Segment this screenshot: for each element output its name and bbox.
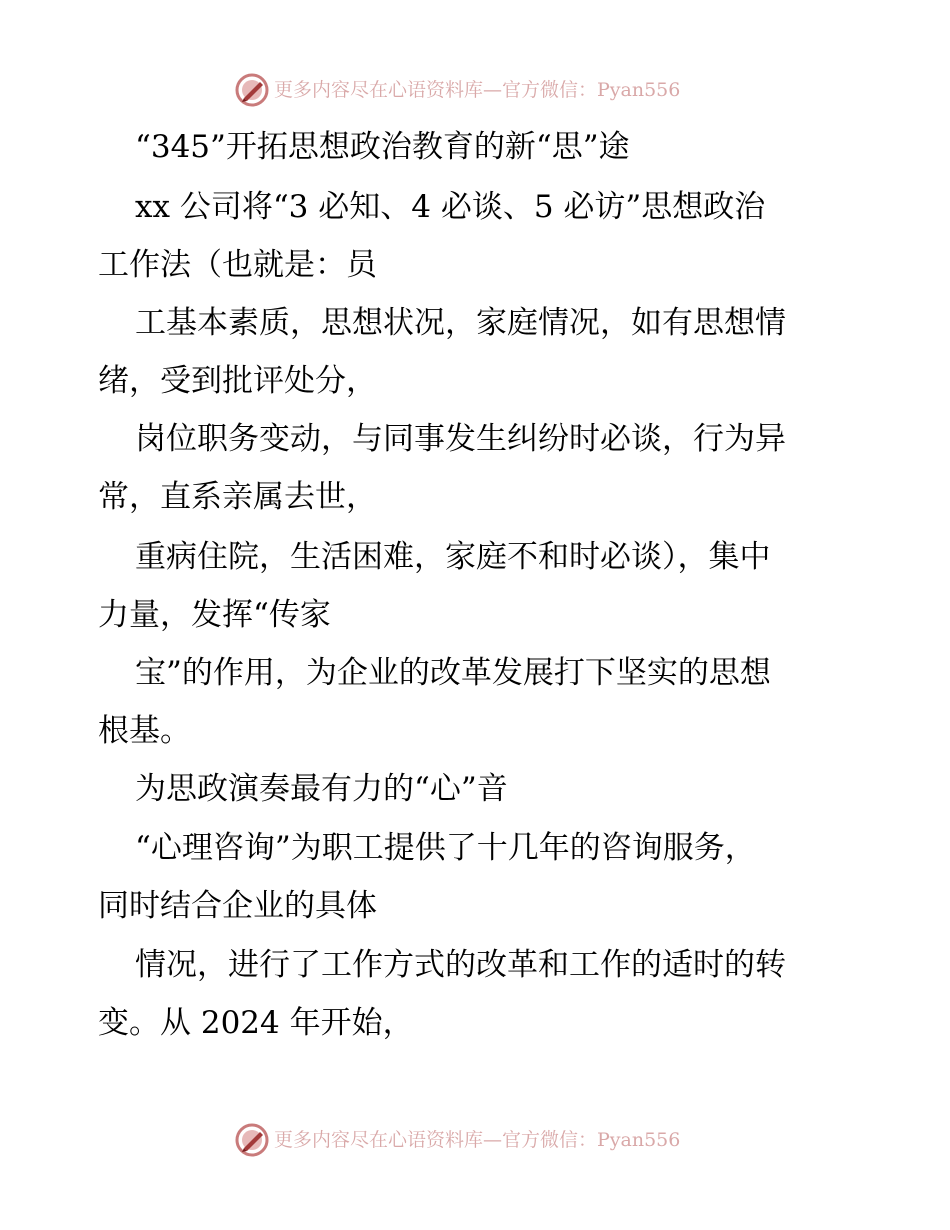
text-line: 岗位职务变动，与同事发生纠纷时必谈，行为异	[135, 421, 786, 457]
pen-seal-logo-icon	[234, 72, 270, 108]
watermark-header	[234, 70, 714, 110]
text-line: 变。从 2024 年开始，	[98, 1005, 414, 1041]
text-line: 同时结合企业的具体	[98, 888, 377, 924]
watermark-text: 更多内容尽在心语资料库—官方微信：Pyan556	[274, 1129, 681, 1151]
watermark-footer	[234, 1120, 714, 1160]
text-line: 情况，进行了工作方式的改革和工作的适时的转	[135, 947, 786, 983]
text-line: 根基。	[98, 713, 191, 749]
text-line: xx 公司将“3 必知、4 必谈、5 必访”思想政治	[135, 189, 766, 225]
text-line: “心理咨询”为职工提供了十几年的咨询服务，	[135, 830, 756, 866]
text-line: 重病住院，生活困难，家庭不和时必谈），集中	[135, 539, 771, 575]
section-heading: 为思政演奏最有力的“心”音	[135, 771, 508, 807]
pen-seal-logo-icon	[234, 1122, 270, 1158]
text-line: 力量，发挥“传家	[98, 597, 331, 633]
text-line: 绪，受到批评处分，	[98, 363, 377, 399]
text-line: 工基本素质，思想状况，家庭情况，如有思想情	[135, 305, 786, 341]
watermark-text: 更多内容尽在心语资料库—官方微信：Pyan556	[274, 79, 681, 101]
text-line: 宝”的作用，为企业的改革发展打下坚实的思想	[135, 655, 771, 691]
text-line: 常，直系亲属去世，	[98, 479, 377, 515]
section-heading: “345”开拓思想政治教育的新“思”途	[135, 129, 630, 165]
text-line: 工作法（也就是：员	[98, 247, 377, 283]
